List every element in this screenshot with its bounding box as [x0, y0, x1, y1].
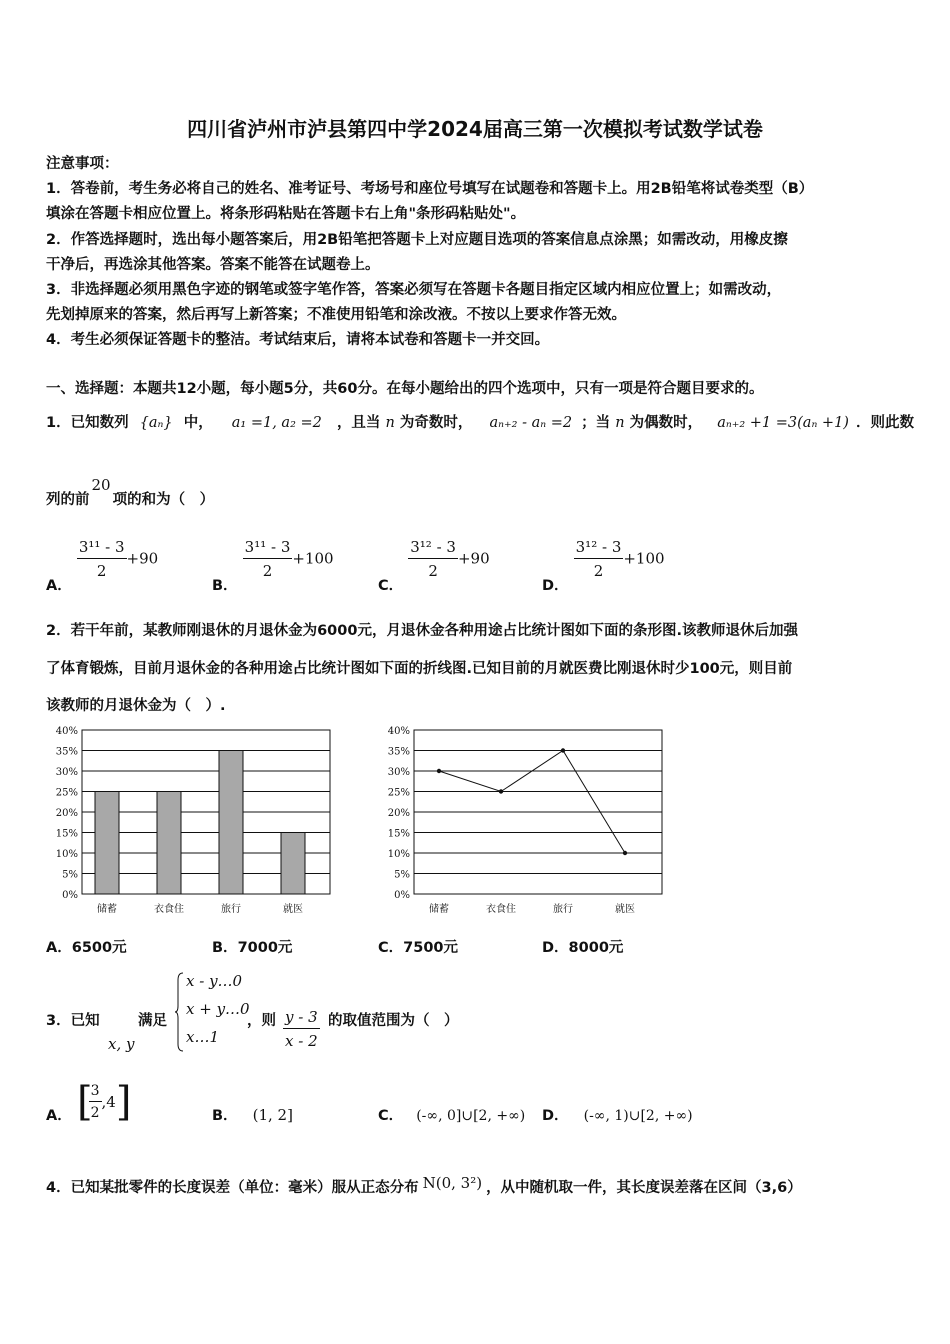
data-point — [499, 789, 503, 793]
math-expr: 20 — [91, 476, 111, 494]
notice-line: 2．作答选择题时，选出每小题答案后，用2B铅笔把答题卡上对应题目选项的答案信息点涂黑；如需改动，用橡皮擦 — [46, 232, 788, 248]
line-chart-labels — [388, 726, 635, 915]
option-c[interactable]: C．7500元 — [378, 940, 459, 956]
y-tick-label: 25% — [387, 787, 410, 799]
question-2-line: 2．若干年前，某教师刚退休的月退休金为6000元，月退休金各种用途占比统计图如下面的条形图.该教师退休后加强 — [46, 623, 798, 639]
inequality-system: x - y…0 x + y…0 x…1 — [174, 970, 254, 1054]
series-line — [439, 751, 625, 854]
bar — [95, 792, 119, 895]
fraction: $\frac{y - 3}{x - 2}$ — [285, 1008, 318, 1050]
notice-line: 先划掉原来的答案，然后再写上新答案；不准使用铅笔和涂改液。不按以上要求作答无效。 — [46, 307, 626, 323]
option-b[interactable]: B．7000元 — [212, 940, 293, 956]
y-tick-label: 10% — [387, 849, 410, 860]
question-4-stem: 4．已知某批零件的长度误差（单位：毫米）服从正态分布 N(0, 3²) ，从中随机取一件，其长度误差落在区间（3,6） — [46, 1174, 802, 1196]
math-expr: {aₙ} — [139, 415, 173, 431]
x-tick-label: 衣食住 — [486, 904, 516, 915]
bar-chart-bars — [95, 751, 305, 895]
bar — [219, 751, 243, 895]
x-tick-label: 储蓄 — [429, 904, 449, 915]
question-2-line: 该教师的月退休金为（ ）. — [46, 698, 226, 714]
x-tick-label: 储蓄 — [97, 904, 117, 915]
math-expr: n — [615, 415, 625, 431]
y-tick-label: 40% — [55, 726, 78, 737]
y-tick-label: 30% — [387, 767, 410, 778]
y-tick-label: 10% — [55, 849, 78, 860]
option-d[interactable]: D．8000元 — [542, 940, 624, 956]
question-3-text: 满足 — [138, 1013, 167, 1029]
y-tick-label: 35% — [55, 746, 78, 758]
math-expr: n — [385, 415, 395, 431]
notice-heading: 注意事项： — [46, 156, 119, 172]
y-tick-label: 15% — [387, 828, 410, 840]
option-b[interactable]: B． $\frac{\text{3¹¹ - 3}}{2}$ +100 — [212, 538, 334, 594]
math-expr: aₙ₊₂ - aₙ =2 — [489, 415, 573, 431]
option-c[interactable]: C． $\frac{\text{3¹² - 3}}{2}$ +90 — [378, 538, 490, 594]
line-chart-series — [437, 748, 627, 855]
option-c[interactable]: C． (-∞, 0]∪[2, +∞) — [378, 1108, 526, 1124]
x-tick-label: 衣食住 — [154, 904, 184, 915]
bar-chart — [46, 722, 346, 922]
line-chart — [378, 722, 678, 922]
math-expr: N(0, 3²) — [422, 1174, 483, 1192]
y-tick-label: 20% — [387, 808, 410, 819]
option-d[interactable]: D． $\frac{\text{3¹² - 3}}{2}$ +100 — [542, 538, 665, 594]
question-2-line: 了体育锻炼，目前月退休金的各种用途占比统计图如下面的折线图.已知目前的月就医费比刚退休时少100元，则目前 — [46, 661, 793, 677]
data-point — [623, 851, 627, 855]
math-expr: a₁ =1, a₂ =2 — [231, 415, 322, 431]
y-tick-label: 5% — [62, 869, 78, 881]
y-tick-label: 0% — [62, 890, 78, 901]
fraction: $\frac{\text{3¹² - 3}}{2}$ — [410, 538, 456, 580]
notice-line: 3．非选择题必须用黑色字迹的钢笔或签字笔作答，答案必须写在答题卡各题目指定区域内相应位置上；如需改动， — [46, 282, 782, 298]
y-tick-label: 0% — [394, 890, 410, 901]
question-3-label: 3．已知 — [46, 1013, 100, 1029]
y-tick-label: 5% — [394, 869, 410, 881]
bar — [157, 792, 181, 895]
y-tick-label: 40% — [387, 726, 410, 737]
notice-line: 1．答卷前，考生务必将自己的姓名、准考证号、考场号和座位号填写在试题卷和答题卡上。用2B铅笔将试卷类型（B） — [46, 181, 814, 197]
question-1-stem: 1．已知数列 {aₙ} 中， a₁ =1, a₂ =2 ，且当 n 为奇数时， aₙ₊₂ - aₙ =2 ；当 n 为偶数时， aₙ₊₂ +1 =3(aₙ +1) ．则此数 — [46, 415, 915, 431]
notice-line: 4．考生必须保证答题卡的整洁。考试结束后，请将本试卷和答题卡一并交回。 — [46, 332, 550, 348]
fraction: $\frac{\text{3¹¹ - 3}}{2}$ — [78, 538, 125, 580]
line-chart-grid — [414, 730, 662, 894]
notice-line: 干净后，再选涂其他答案。答案不能答在试题卷上。 — [46, 257, 380, 273]
notice-line: 填涂在答题卡相应位置上。将条形码粘贴在答题卡右上角"条形码粘贴处"。 — [46, 206, 526, 222]
left-brace — [174, 972, 184, 1052]
option-d[interactable]: D． (-∞, 1)∪[2, +∞) — [542, 1108, 693, 1124]
option-a[interactable]: A． — [46, 1108, 72, 1124]
data-point — [561, 748, 565, 752]
question-3-text: 的取值范围为（ ） — [328, 1013, 459, 1029]
math-expr: aₙ₊₂ +1 =3(aₙ +1) — [717, 415, 849, 431]
page-title: 四川省泸州市泸县第四中学2024届高三第一次模拟考试数学试卷 — [187, 117, 763, 141]
section-heading: 一、选择题：本题共12小题，每小题5分，共60分。在每小题给出的四个选项中，只有一项是符合题目要求的。 — [46, 381, 764, 397]
y-tick-label: 25% — [55, 787, 78, 799]
option-a-interval: [ $\frac{3}{2}$ ,4] — [77, 1079, 132, 1125]
y-tick-label: 30% — [55, 767, 78, 778]
y-tick-label: 15% — [55, 828, 78, 840]
option-b[interactable]: B． (1, 2] — [212, 1106, 293, 1124]
question-3-text: ，则 — [247, 1013, 276, 1029]
x-tick-label: 就医 — [283, 904, 303, 915]
question-1-stem-cont: 列的前20项的和为（ ） — [46, 476, 215, 508]
fraction: $\frac{\text{3¹² - 3}}{2}$ — [575, 538, 622, 580]
x-tick-label: 就医 — [615, 904, 635, 915]
option-a[interactable]: A． $\frac{\text{3¹¹ - 3}}{2}$ +90 — [46, 538, 159, 594]
x-tick-label: 旅行 — [221, 904, 241, 915]
y-tick-label: 20% — [55, 808, 78, 819]
math-expr: x, y — [108, 1035, 135, 1053]
question-1-options — [46, 538, 906, 594]
y-tick-label: 35% — [387, 746, 410, 758]
data-point — [437, 769, 441, 773]
fraction: $\frac{\text{3¹¹ - 3}}{2}$ — [244, 538, 291, 580]
x-tick-label: 旅行 — [553, 904, 573, 915]
bar — [281, 833, 305, 895]
option-a[interactable]: A．6500元 — [46, 940, 127, 956]
